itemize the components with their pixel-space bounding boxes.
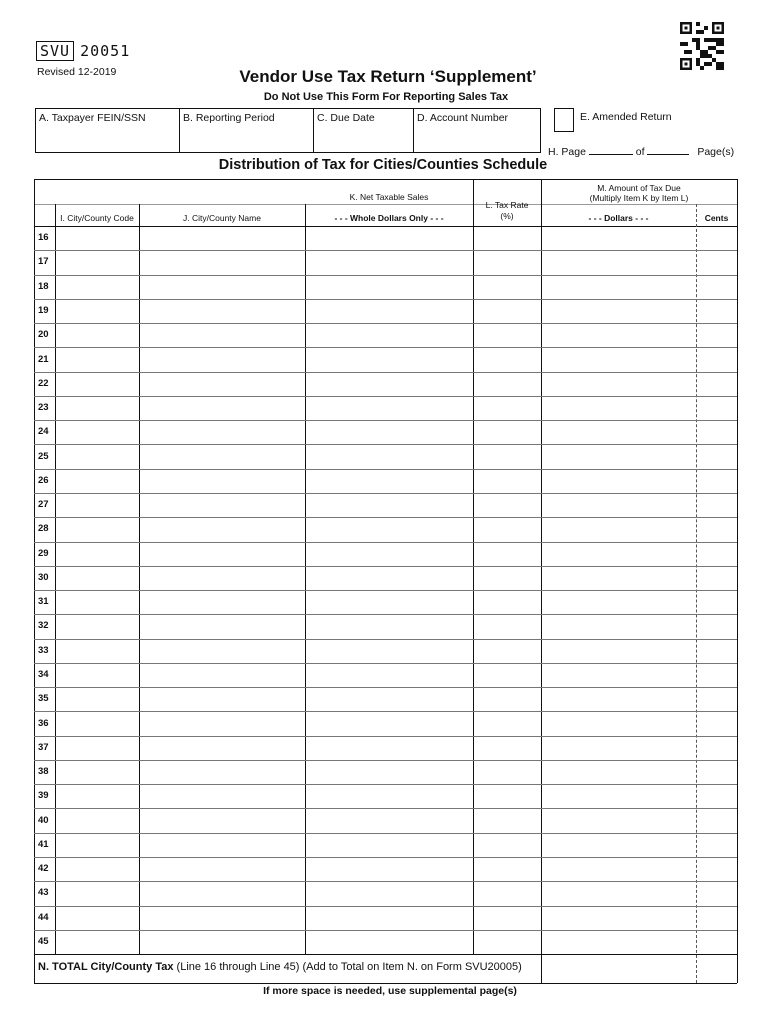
- col-m-header-line1: M. Amount of Tax Due: [597, 183, 681, 193]
- row-divider: [34, 857, 737, 858]
- form-subtitle-text: Do Not Use This Form For Reporting Sales Tax: [263, 91, 509, 103]
- row-number: 35: [38, 693, 49, 705]
- row-divider: [34, 784, 737, 785]
- reporting-period-field[interactable]: [180, 109, 314, 152]
- total-row-label: [38, 961, 522, 973]
- row-number: 30: [38, 571, 49, 583]
- row-divider: [34, 881, 737, 882]
- col-divider-code: [139, 204, 140, 954]
- row-number: 20: [38, 329, 49, 341]
- row-number: 38: [38, 766, 49, 777]
- form-title-text: Vendor Use Tax Return ‘Supplement’: [239, 67, 537, 86]
- row-divider: [34, 469, 737, 470]
- total-note: (Line 16 through Line 45) (Add to Total on Item N. on Form SVU20005): [173, 961, 522, 973]
- col-m-cents-header: Cents: [704, 213, 729, 223]
- row-number: 22: [38, 377, 49, 389]
- schedule-title: [0, 157, 770, 173]
- taxpayer-fein-label: A. Taxpayer FEIN/SSN: [39, 112, 146, 124]
- account-number-field[interactable]: [414, 109, 540, 152]
- taxpayer-fein-field[interactable]: [36, 109, 180, 152]
- form-code-prefix: SVU: [36, 41, 74, 61]
- page-number-input[interactable]: [589, 145, 633, 155]
- col-m-dollars-header: - - - Dollars - - -: [588, 213, 649, 223]
- row-divider: [34, 299, 737, 300]
- row-divider: [34, 420, 737, 421]
- pages-label: Page(s): [697, 146, 735, 158]
- row-divider: [34, 590, 737, 591]
- page-total-input[interactable]: [647, 145, 689, 155]
- row-divider: [34, 736, 737, 737]
- row-divider: [34, 687, 737, 688]
- form-code: [36, 42, 130, 60]
- row-divider: [34, 833, 737, 834]
- row-number: 24: [38, 426, 49, 438]
- qr-code-icon: [680, 22, 724, 70]
- col-divider-name: [305, 204, 306, 954]
- row-number: 42: [38, 863, 49, 875]
- col-j-header: J. City/County Name: [183, 213, 261, 223]
- row-divider: [34, 906, 737, 907]
- row-number: 40: [38, 814, 49, 826]
- row-number: 28: [38, 523, 49, 535]
- row-divider: [34, 760, 737, 761]
- col-m-header-line2: (Multiply Item K by Item L): [589, 193, 689, 203]
- col-l-header-line2: (%): [500, 211, 514, 221]
- row-divider: [34, 250, 737, 251]
- account-number-label: D. Account Number: [417, 112, 509, 124]
- row-divider: [34, 372, 737, 373]
- row-number: 33: [38, 644, 49, 656]
- due-date-field[interactable]: [314, 109, 414, 152]
- row-number: 44: [38, 911, 49, 923]
- row-number: 41: [38, 838, 49, 850]
- form-subtitle: [0, 91, 770, 103]
- row-divider: [34, 517, 737, 518]
- footer-note: [0, 985, 770, 997]
- form-title: [0, 67, 770, 87]
- row-divider: [34, 493, 737, 494]
- table-bottom-border: [34, 983, 737, 984]
- amended-return-checkbox[interactable]: [554, 108, 574, 132]
- row-number: 39: [38, 790, 49, 802]
- row-number: 29: [38, 547, 49, 559]
- row-number: 26: [38, 474, 49, 486]
- row-divider: [34, 347, 737, 348]
- col-divider-num: [55, 204, 56, 954]
- taxpayer-info-box: [35, 108, 541, 153]
- page-label: H. Page: [548, 146, 586, 158]
- row-divider: [34, 323, 737, 324]
- row-number: 18: [38, 280, 49, 292]
- row-divider: [34, 639, 737, 640]
- due-date-label: C. Due Date: [317, 112, 375, 124]
- row-divider: [34, 663, 737, 664]
- col-divider-cents: [696, 204, 697, 983]
- row-number: 19: [38, 304, 49, 316]
- row-number: 16: [38, 232, 49, 244]
- row-divider: [34, 275, 737, 276]
- row-divider: [34, 614, 737, 615]
- row-divider: [34, 542, 737, 543]
- row-number: 43: [38, 887, 49, 899]
- footer-note-text: If more space is needed, use supplemental page(s): [263, 985, 517, 997]
- row-divider: [34, 711, 737, 712]
- row-divider: [34, 566, 737, 567]
- row-number: 17: [38, 256, 49, 268]
- row-divider: [34, 396, 737, 397]
- row-number: 37: [38, 741, 49, 753]
- total-row-border: [34, 954, 737, 955]
- row-number: 25: [38, 450, 49, 462]
- revised-date: Revised 12-2019: [37, 66, 117, 78]
- distribution-schedule-table: [34, 179, 737, 983]
- row-divider: [34, 444, 737, 445]
- row-divider: [34, 808, 737, 809]
- row-number: 36: [38, 717, 49, 729]
- row-number: 31: [38, 596, 49, 608]
- row-number: 21: [38, 353, 49, 365]
- col-i-header: I. City/County Code: [60, 213, 134, 223]
- table-top-border: [34, 179, 737, 180]
- amended-return-label: E. Amended Return: [580, 111, 672, 123]
- col-k-subheader: - - - Whole Dollars Only - - -: [334, 213, 444, 223]
- col-l-header-line1: L. Tax Rate: [485, 200, 529, 210]
- page-of-label: of: [635, 146, 645, 158]
- table-right-border: [737, 179, 738, 983]
- row-number: 27: [38, 499, 49, 511]
- schedule-title-text: Distribution of Tax for Cities/Counties Schedule: [218, 157, 548, 173]
- row-number: 23: [38, 402, 49, 413]
- col-k-header: K. Net Taxable Sales: [349, 192, 429, 202]
- form-code-number: 20051: [80, 42, 131, 60]
- row-number: 45: [38, 935, 49, 947]
- row-number: 34: [38, 668, 49, 680]
- reporting-period-label: B. Reporting Period: [183, 112, 275, 124]
- row-number: 32: [38, 620, 49, 632]
- total-label: N. TOTAL City/County Tax: [38, 961, 174, 973]
- row-divider: [34, 930, 737, 931]
